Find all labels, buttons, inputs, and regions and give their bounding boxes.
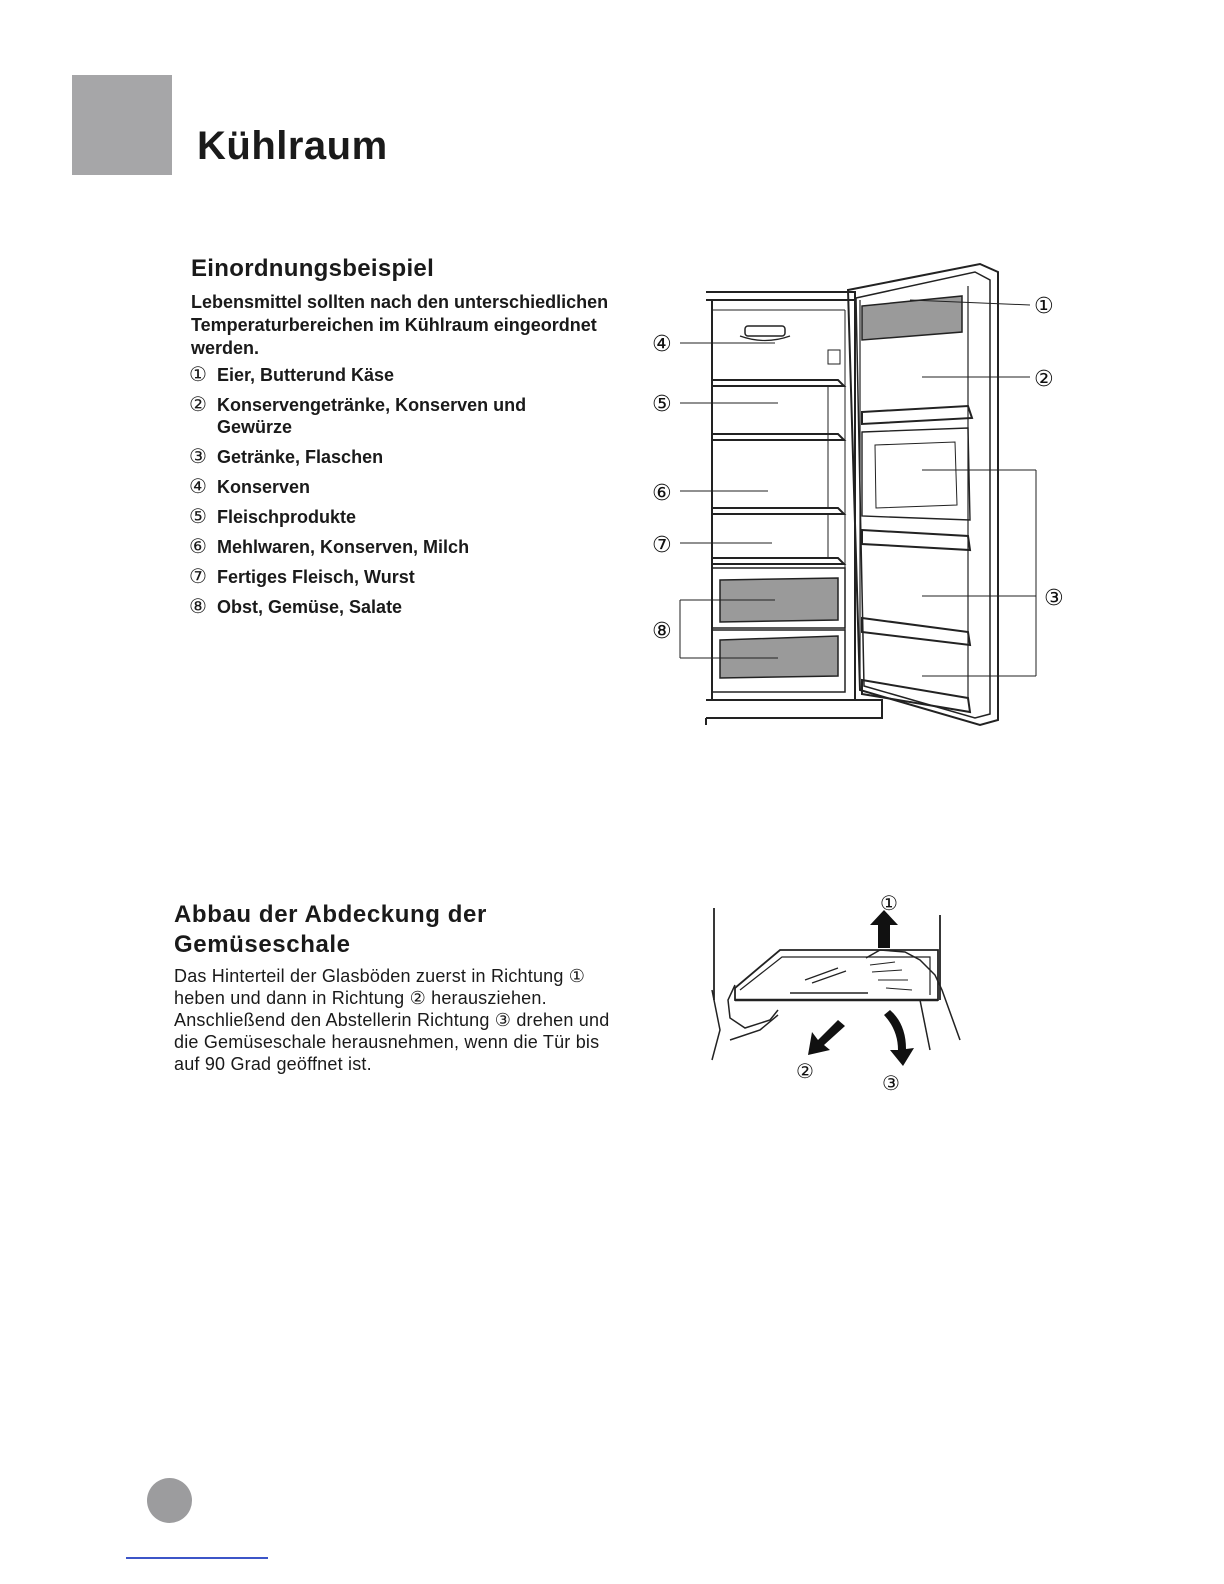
item-number: ④ — [189, 476, 207, 498]
list-item — [189, 536, 619, 558]
page-title: Kühlraum — [197, 124, 388, 168]
shelf-removal-illustration — [700, 885, 970, 1100]
callout-2: ② — [796, 1059, 814, 1083]
callout-5: ⑤ — [652, 392, 672, 417]
list-item — [189, 394, 619, 438]
list-item — [189, 364, 619, 386]
removal-heading: Abbau der Abdeckung der Gemüseschale — [174, 901, 487, 958]
item-label: Konserven — [217, 477, 311, 497]
callout-2: ② — [1034, 367, 1054, 392]
list-item — [189, 596, 619, 618]
callout-3: ③ — [1044, 586, 1064, 611]
item-number: ⑧ — [189, 596, 207, 618]
item-label: Getränke, Flaschen — [217, 447, 384, 467]
item-label: Obst, Gemüse, Salate — [217, 597, 403, 617]
item-label: Fleischprodukte — [217, 507, 357, 527]
callout-3: ③ — [882, 1071, 900, 1095]
callout-1: ① — [880, 891, 898, 915]
callout-4: ④ — [652, 332, 672, 357]
item-number: ⑤ — [189, 506, 207, 528]
arrangement-list — [189, 364, 619, 626]
list-item — [189, 566, 619, 588]
item-number: ⑥ — [189, 536, 207, 558]
item-number: ① — [189, 364, 207, 386]
item-label: Konservengetränke, Konserven und Gewürze — [217, 395, 527, 437]
item-label: Mehlwaren, Konserven, Milch — [217, 537, 470, 557]
page-number-circle — [147, 1478, 192, 1523]
list-item — [189, 446, 619, 468]
item-label: Fertiges Fleisch, Wurst — [217, 567, 415, 587]
callout-8: ⑧ — [652, 619, 672, 644]
list-item — [189, 476, 619, 498]
fridge-illustration — [640, 255, 1080, 735]
arrangement-intro: Lebensmittel sollten nach den unterschiedlichen Temperaturbereichen im Kühlraum eingeordnet werden. — [191, 292, 609, 358]
callout-1: ① — [1034, 294, 1054, 319]
arrangement-heading: Einordnungsbeispiel — [191, 255, 435, 282]
callout-7: ⑦ — [652, 533, 672, 558]
item-number: ② — [189, 394, 207, 416]
removal-instructions: Das Hinterteil der Glasböden zuerst in Richtung ① heben und dann in Richtung ② herausziehen. Anschließend den Abstellerin Richtung ③ drehen und die Gemüseschale herausnehmen, wenn die Tür bis auf 90 Grad geöffnet ist. — [174, 966, 610, 1074]
list-item — [189, 506, 619, 528]
footer-link-underline — [126, 1557, 268, 1559]
item-label: Eier, Butterund Käse — [217, 365, 395, 385]
item-number: ③ — [189, 446, 207, 468]
callout-6: ⑥ — [652, 481, 672, 506]
header-gray-block — [72, 75, 172, 175]
item-number: ⑦ — [189, 566, 207, 588]
